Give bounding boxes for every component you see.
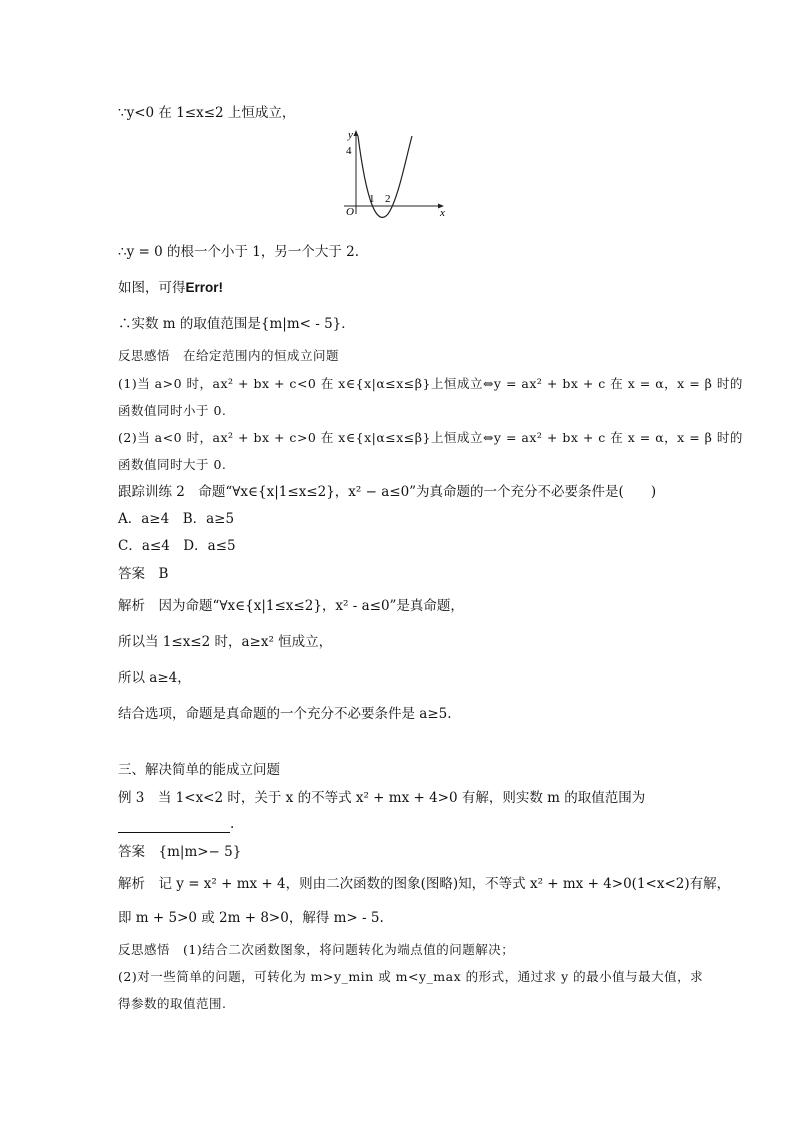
- exercise-2-question: 跟踪训练 2 命题“∀x∈{x|1≤x≤2}，x² − a≤0”为真命题的一个充分不必要条件是( ): [118, 484, 657, 500]
- reflection-heading-1: 反思感悟 在给定范围内的恒成立问题: [118, 348, 340, 363]
- exercise-2-answer: 答案 B: [118, 566, 169, 582]
- reflection-point-1a-text: (1)当 a>0 时，ax² + bx + c<0 在 x∈{x|α≤x≤β}上恒成立⇔y = ax² + bx + c 在 x = α，x = β 时的: [118, 376, 743, 391]
- reflection-point-2a: (2)当 a<0 时，ax² + bx + c>0 在 x∈{x|α≤x≤β}上恒成立⇔y = ax² + bx + c 在 x = α，x = β 时的: [118, 430, 743, 445]
- text-line-3-prefix: 如图，可得: [118, 280, 186, 296]
- exercise-2-analysis-1: 解析 因为命题“∀x∈{x|1≤x≤2}，x² - a≤0”是真命题，: [118, 598, 464, 614]
- example-3-analysis-1: 解析 记 y = x² + mx + 4，则由二次函数的图象(图略)知，不等式 x² + mx + 4>0(1<x<2)有解，: [118, 876, 731, 892]
- exercise-2-analysis-3: 所以 a≥4，: [118, 670, 191, 686]
- y-tick-4: 4: [346, 145, 352, 157]
- section-3-heading: 三、解决简单的能成立问题: [118, 762, 280, 778]
- reflection-2-point-2a: (2)对一些简单的问题，可转化为 m>y_min 或 m<y_max 的形式，通过求 y 的最小值与最大值，求: [118, 969, 704, 984]
- origin-label: O: [346, 206, 354, 218]
- exercise-2-options-cd: C．a≤4 D．a≤5: [118, 538, 236, 554]
- y-axis-arrow: [354, 130, 359, 136]
- reflection-point-2b: 函数值同时大于 0.: [118, 457, 227, 472]
- example-3-answer: 答案 {m|m>− 5}: [118, 844, 242, 860]
- exercise-2-options-ab: A．a≥4 B．a≥5: [118, 511, 235, 527]
- text-line-1: ∵y<0 在 1≤x≤2 上恒成立，: [118, 105, 296, 121]
- text-line-2: ∴y = 0 的根一个小于 1，另一个大于 2.: [118, 244, 360, 260]
- y-axis-label: y: [348, 129, 353, 141]
- x-axis-label: x: [440, 207, 445, 218]
- reflection-point-1a: [118, 375, 743, 393]
- exercise-2-analysis-2: 所以当 1≤x≤2 时，a≥x² 恒成立，: [118, 634, 333, 650]
- x-tick-1: 1: [369, 193, 375, 205]
- text-line-4: ∴实数 m 的取值范围是{m|m< - 5}．: [118, 316, 355, 332]
- reflection-2-point-1: 反思感悟 (1)结合二次函数图象，将问题转化为端点值的问题解决；: [118, 942, 515, 957]
- parabola-curve: [358, 136, 412, 217]
- exercise-2-analysis-4: 结合选项，命题是真命题的一个充分不必要条件是 a≥5.: [118, 706, 452, 722]
- example-3-blank-line: [118, 815, 234, 833]
- x-tick-2: 2: [385, 193, 391, 205]
- answer-blank: [118, 818, 230, 833]
- example-3-analysis-2: 即 m + 5>0 或 2m + 8>0，解得 m> - 5.: [118, 910, 384, 926]
- error-text: Error!: [185, 280, 224, 295]
- parabola-graph: [336, 128, 456, 218]
- reflection-point-1b: 函数值同时小于 0.: [118, 403, 227, 418]
- example-3-period: .: [230, 816, 235, 832]
- example-3-question: 例 3 当 1<x<2 时，关于 x 的不等式 x² + mx + 4>0 有解，则实数 m 的取值范围为: [118, 790, 646, 806]
- reflection-2-point-2b: 得参数的取值范围.: [118, 996, 227, 1011]
- text-line-3: [118, 279, 223, 297]
